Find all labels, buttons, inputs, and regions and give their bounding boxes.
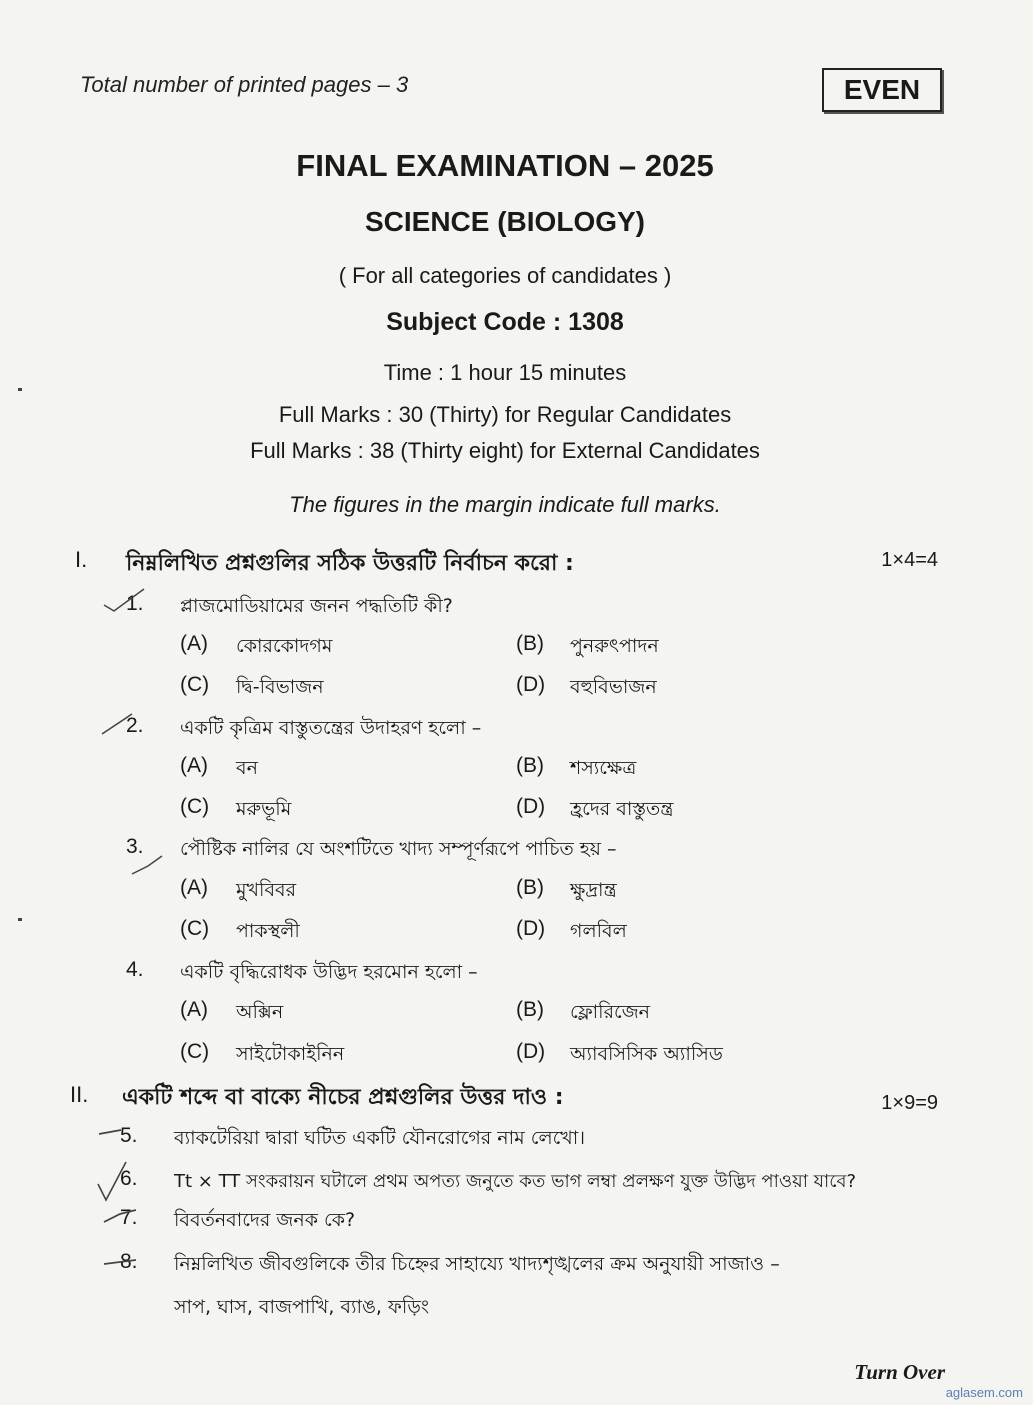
question-1-text: প্লাজমোডিয়ামের জনন পদ্ধতিটি কী?: [180, 595, 453, 617]
question-2-number: 2.: [126, 714, 144, 737]
marks-regular: Full Marks : 30 (Thirty) for Regular Candidates: [278, 402, 732, 427]
q4-option-d-label: (D): [516, 1040, 546, 1063]
q1-option-b-text: পুনরুৎপাদন: [570, 635, 659, 657]
question-4-number: 4.: [126, 958, 144, 981]
tick-mark-icon: [128, 850, 168, 878]
q1-option-c-text: দ্বি-বিভাজন: [236, 676, 324, 698]
section-2-marks: 1×9=9: [881, 1092, 938, 1114]
q2-option-d-text: হ্রদের বাস্তুতন্ত্র: [570, 798, 674, 820]
scan-speck: [18, 918, 22, 921]
exam-time: Time : 1 hour 15 minutes: [383, 360, 627, 385]
subject-code: Subject Code : 1308: [386, 308, 624, 336]
q1-option-a-text: কোরকোদগম: [236, 635, 333, 657]
question-2-text: একটি কৃত্রিম বাস্তুতন্ত্রের উদাহরণ হলো –: [180, 717, 482, 739]
set-label-box: EVEN: [822, 68, 942, 112]
q2-option-a-text: বন: [236, 757, 258, 779]
question-8-number: 8.: [120, 1250, 138, 1273]
question-8-organism-list: সাপ, ঘাস, বাজপাখি, ব্যাঙ, ফড়িং: [174, 1296, 430, 1318]
q1-option-d-label: (D): [516, 673, 546, 696]
q2-option-d-label: (D): [516, 795, 546, 818]
tick-mark-icon: [100, 585, 150, 615]
q4-option-a-text: অক্সিন: [236, 1001, 284, 1023]
q3-option-b-text: ক্ষুদ্রান্ত্র: [570, 879, 617, 901]
exam-title: FINAL EXAMINATION – 2025: [296, 148, 714, 183]
question-6-number: 6.: [120, 1167, 138, 1190]
q4-option-a-label: (A): [180, 998, 208, 1021]
question-7-text: বিবর্তনবাদের জনক কে?: [174, 1209, 356, 1231]
q3-option-b-label: (B): [516, 876, 544, 899]
section-2-heading: একটি শব্দে বা বাক্যে নীচের প্রশ্নগুলির উত্তর দাও :: [122, 1085, 564, 1110]
q2-option-a-label: (A): [180, 754, 208, 777]
q4-option-b-label: (B): [516, 998, 544, 1021]
tick-mark-icon: [100, 1250, 140, 1274]
scan-speck: [18, 388, 22, 391]
question-6-text: Tt × TT সংকরায়ন ঘটালে প্রথম অপত্য জনুতে কত ভাগ লম্বা প্রলক্ষণ যুক্ত উদ্ভিদ পাওয়া যাবে?: [174, 1171, 857, 1192]
question-1-number: 1.: [126, 592, 144, 615]
q4-option-c-text: সাইটোকাইনিন: [236, 1043, 345, 1065]
question-7-number: 7.: [120, 1206, 138, 1229]
q2-option-b-text: শস্যক্ষেত্র: [570, 757, 637, 779]
watermark: aglasem.com: [945, 1385, 1023, 1400]
question-4-text: একটি বৃদ্ধিরোধক উদ্ভিদ হরমোন হলো –: [180, 961, 478, 983]
tick-mark-icon: [100, 1206, 140, 1230]
tick-mark-icon: [98, 708, 138, 738]
section-1-marks: 1×4=4: [881, 549, 938, 571]
section-2-number: II.: [70, 1082, 89, 1107]
q2-option-c-text: মরুভূমি: [236, 798, 292, 820]
q4-option-d-text: অ্যাবসিসিক অ্যাসিড: [570, 1043, 723, 1065]
question-5-number: 5.: [120, 1124, 138, 1147]
q3-option-c-text: পাকস্থলী: [236, 920, 300, 942]
q3-option-d-text: গলবিল: [570, 920, 627, 942]
q1-option-b-label: (B): [516, 632, 544, 655]
q1-option-d-text: বহুবিভাজন: [570, 676, 657, 698]
tick-mark-icon: [95, 1122, 125, 1142]
subject-title: SCIENCE (BIOLOGY): [364, 206, 645, 237]
q3-option-a-label: (A): [180, 876, 208, 899]
question-8-text: নিম্নলিখিত জীবগুলিকে তীর চিহ্নের সাহায্যে খাদ্যশৃঙ্খলের ক্রম অনুযায়ী সাজাও –: [174, 1253, 780, 1275]
marks-external: Full Marks : 38 (Thirty eight) for External Candidates: [250, 438, 760, 463]
q1-option-c-label: (C): [180, 673, 210, 696]
section-1-number: I.: [75, 547, 88, 572]
figures-note: The figures in the margin indicate full marks.: [289, 492, 721, 517]
question-3-text: পৌষ্টিক নালির যে অংশটিতে খাদ্য সম্পূর্ণরূপে পাচিত হয় –: [180, 838, 617, 860]
q3-option-d-label: (D): [516, 917, 546, 940]
q2-option-c-label: (C): [180, 795, 210, 818]
q4-option-c-label: (C): [180, 1040, 210, 1063]
question-3-number: 3.: [126, 835, 144, 858]
question-5-text: ব্যাকটেরিয়া দ্বারা ঘটিত একটি যৌনরোগের নাম লেখো।: [174, 1127, 586, 1149]
q3-option-a-text: মুখবিবর: [236, 879, 297, 901]
q2-option-b-label: (B): [516, 754, 544, 777]
q4-option-b-text: ফ্লোরিজেন: [570, 1001, 651, 1023]
turn-over-note: Turn Over: [854, 1360, 945, 1384]
q1-option-a-label: (A): [180, 632, 208, 655]
printed-pages-note: Total number of printed pages – 3: [80, 72, 409, 97]
q3-option-c-label: (C): [180, 917, 210, 940]
candidate-categories: ( For all categories of candidates ): [338, 263, 672, 288]
section-1-heading: নিম্নলিখিত প্রশ্নগুলির সঠিক উত্তরটি নির্বাচন করো :: [126, 551, 574, 576]
tick-mark-icon: [92, 1160, 132, 1206]
